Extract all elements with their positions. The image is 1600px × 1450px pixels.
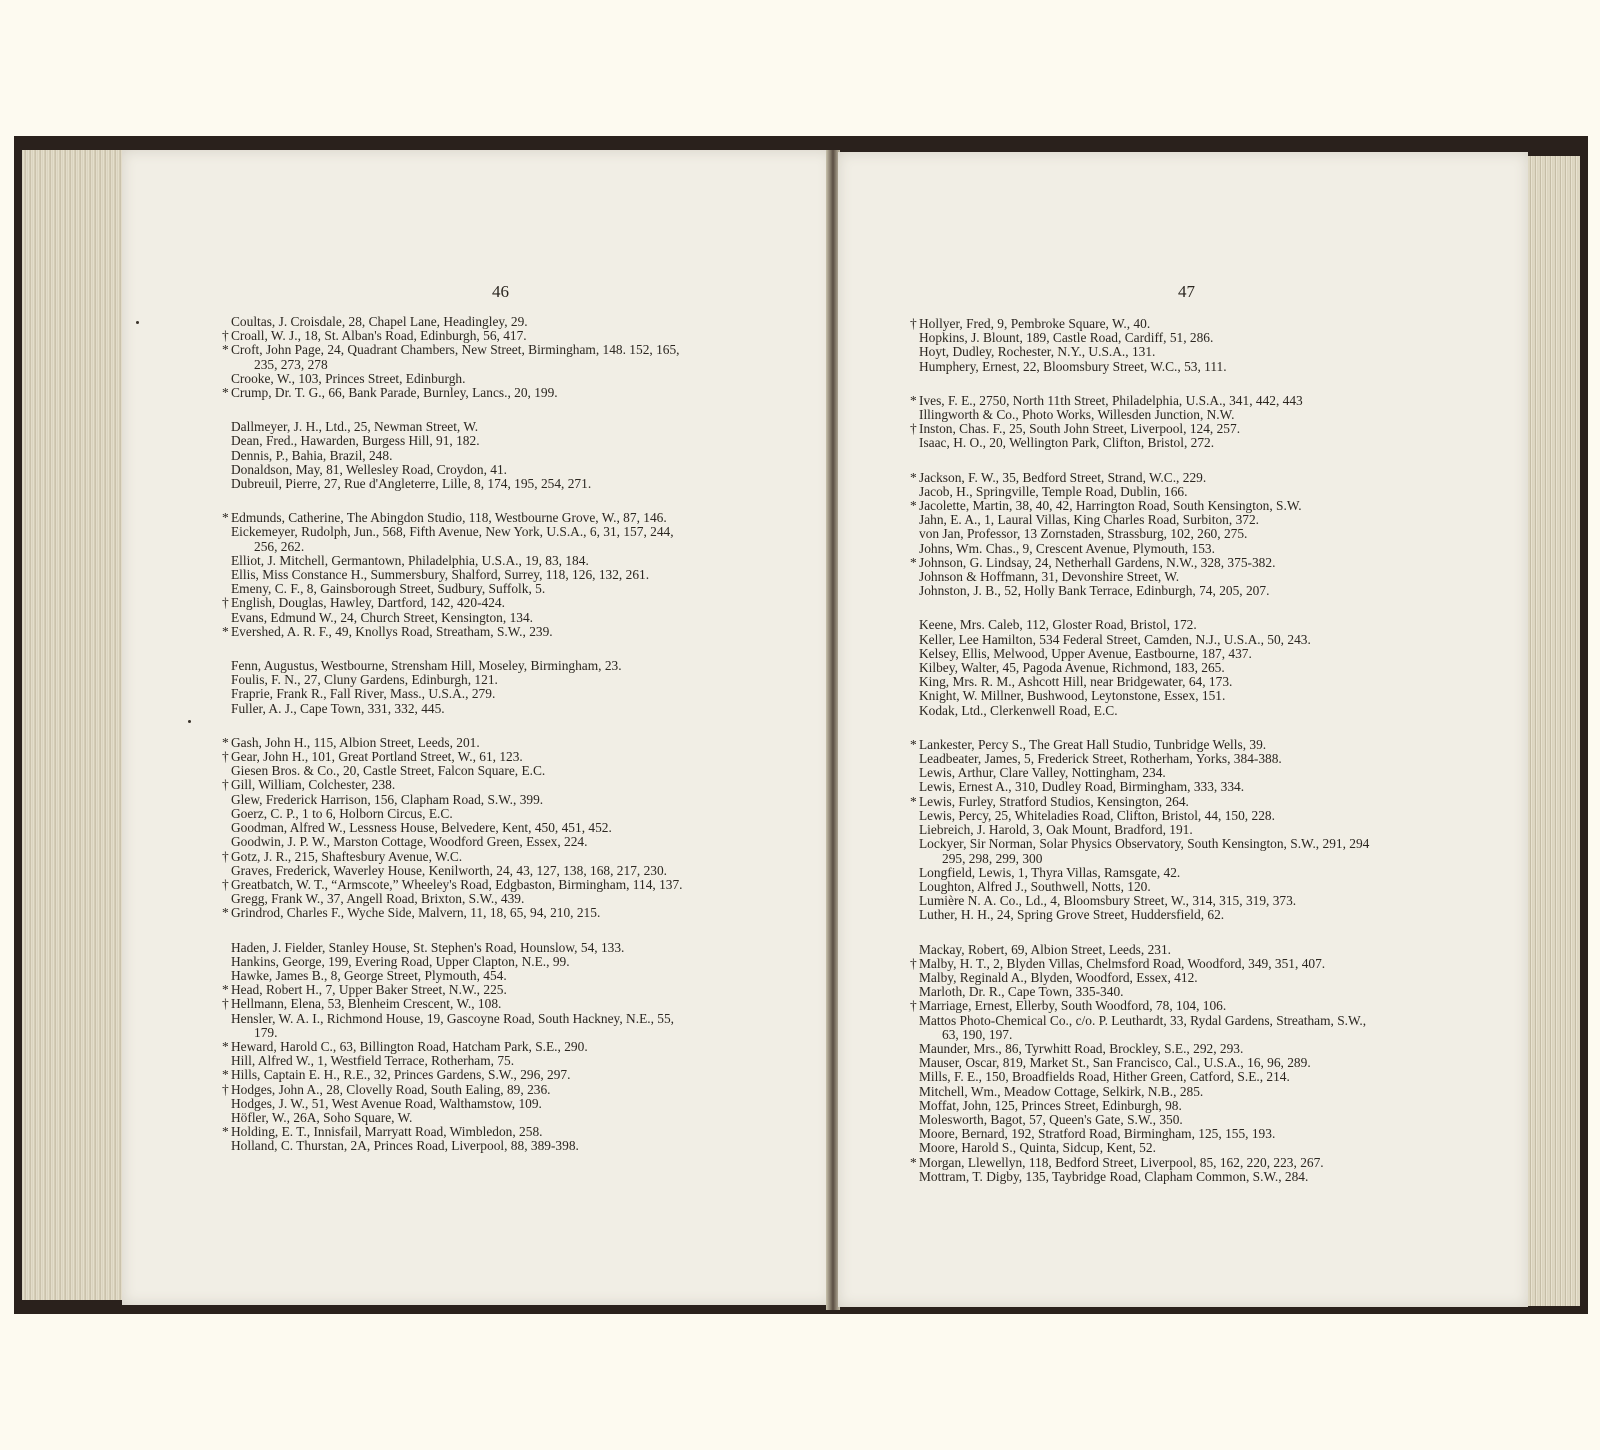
index-entry bbox=[222, 1125, 782, 1139]
index-entry bbox=[910, 704, 1490, 718]
entry-mark: † bbox=[222, 997, 229, 1012]
entry-text: Ives, F. E., 2750, North 11th Street, Philadelphia, U.S.A., 341, 442, 443 bbox=[919, 393, 1303, 408]
entry-mark: † bbox=[910, 956, 917, 971]
entry-text: Mauser, Oscar, 819, Market St., San Francisco, Cal., U.S.A., 16, 96, 289. bbox=[919, 1056, 1311, 1071]
entry-text: Dennis, P., Bahia, Brazil, 248. bbox=[231, 448, 393, 463]
index-entry bbox=[910, 985, 1490, 999]
index-entry bbox=[222, 1054, 782, 1068]
entry-continuation: 256, 262. bbox=[254, 538, 305, 554]
entry-mark: † bbox=[222, 329, 229, 344]
index-entry bbox=[222, 568, 782, 582]
index-entry bbox=[222, 525, 782, 539]
index-entry bbox=[222, 892, 782, 906]
entry-text: Jahn, E. A., 1, Laural Villas, King Charles Road, Surbiton, 372. bbox=[919, 513, 1260, 528]
entry-mark: † bbox=[222, 877, 229, 892]
entry-text: Kilbey, Walter, 45, Pagoda Avenue, Richmond, 183, 265. bbox=[919, 661, 1225, 676]
entry-text: Holding, E. T., Innisfail, Marryatt Road, Wimbledon, 258. bbox=[231, 1125, 543, 1140]
entry-text: Gill, William, Colchester, 238. bbox=[231, 778, 396, 793]
index-entry bbox=[910, 1156, 1490, 1170]
entry-text: Maunder, Mrs., 86, Tyrwhitt Road, Brockley, S.E., 292, 293. bbox=[919, 1041, 1244, 1056]
index-entry bbox=[910, 542, 1490, 556]
entry-text: Jacolette, Martin, 38, 40, 42, Harrington Road, South Kensington, S.W. bbox=[919, 499, 1302, 514]
index-entry bbox=[222, 687, 782, 701]
entry-group bbox=[910, 618, 1490, 717]
entry-text: Eickemeyer, Rudolph, Jun., 568, Fifth Avenue, New York, U.S.A., 6, 31, 157, 244, bbox=[231, 525, 674, 540]
index-entry bbox=[222, 941, 782, 955]
entry-group bbox=[910, 394, 1490, 451]
entry-group bbox=[910, 317, 1490, 374]
entry-text: Lewis, Ernest A., 310, Dudley Road, Birmingham, 333, 334. bbox=[919, 780, 1245, 795]
entry-mark: * bbox=[222, 511, 229, 526]
index-entry bbox=[222, 611, 782, 625]
entry-text: Longfield, Lewis, 1, Thyra Villas, Ramsgate, 42. bbox=[919, 865, 1181, 880]
entry-text: Coultas, J. Croisdale, 28, Chapel Lane, Headingley, 29. bbox=[231, 315, 528, 329]
entry-mark: * bbox=[222, 386, 229, 401]
right-page bbox=[838, 152, 1528, 1307]
entry-mark: * bbox=[910, 393, 917, 408]
entry-text: Kodak, Ltd., Clerkenwell Road, E.C. bbox=[919, 703, 1118, 718]
entry-text: Evans, Edmund W., 24, Church Street, Kensington, 134. bbox=[231, 610, 534, 625]
index-entry bbox=[910, 345, 1490, 359]
entry-text: Humphery, Ernest, 22, Bloomsbury Street, W.C., 53, 111. bbox=[919, 359, 1227, 374]
index-entry bbox=[222, 793, 782, 807]
index-entry bbox=[222, 463, 782, 477]
entry-text: Gotz, J. R., 215, Shaftesbury Avenue, W.C. bbox=[231, 849, 463, 864]
index-entry bbox=[910, 943, 1490, 957]
index-entry bbox=[222, 315, 782, 329]
index-entry bbox=[222, 750, 782, 764]
entry-mark: * bbox=[910, 555, 917, 570]
index-entries bbox=[910, 317, 1490, 1204]
index-entry bbox=[222, 596, 782, 610]
entry-text: Mills, F. E., 150, Broadfields Road, Hither Green, Catford, S.E., 214. bbox=[919, 1070, 1290, 1085]
entry-text: Mottram, T. Digby, 135, Taybridge Road, Clapham Common, S.W., 284. bbox=[919, 1169, 1309, 1184]
index-entry bbox=[910, 908, 1490, 922]
entry-text: Haden, J. Fielder, Stanley House, St. Stephen's Road, Hounslow, 54, 133. bbox=[231, 940, 625, 955]
entry-text: Hoyt, Dudley, Rochester, N.Y., U.S.A., 131. bbox=[919, 345, 1156, 360]
entry-continuation: 179. bbox=[254, 1024, 278, 1040]
index-entry bbox=[910, 866, 1490, 880]
index-entry bbox=[910, 780, 1490, 794]
index-entry bbox=[910, 584, 1490, 598]
index-entry bbox=[910, 1170, 1490, 1184]
entry-text: Malby, H. T., 2, Blyden Villas, Chelmsford Road, Woodford, 349, 351, 407. bbox=[919, 956, 1326, 971]
entry-mark: † bbox=[910, 317, 917, 331]
entry-text: Morgan, Llewellyn, 118, Bedford Street, Liverpool, 85, 162, 220, 223, 267. bbox=[919, 1155, 1324, 1170]
entry-text: Moore, Bernard, 192, Stratford Road, Birmingham, 125, 155, 193. bbox=[919, 1127, 1276, 1142]
entry-text: Fuller, A. J., Cape Town, 331, 332, 445. bbox=[231, 701, 445, 716]
entry-text: Lewis, Percy, 25, Whiteladies Road, Clifton, Bristol, 44, 150, 228. bbox=[919, 808, 1275, 823]
index-entry bbox=[910, 766, 1490, 780]
index-entry bbox=[910, 408, 1490, 422]
index-entry bbox=[222, 386, 782, 400]
index-entry bbox=[222, 372, 782, 386]
index-entry bbox=[222, 764, 782, 778]
index-entry bbox=[222, 807, 782, 821]
index-entry bbox=[910, 880, 1490, 894]
index-entry bbox=[222, 955, 782, 969]
entry-text: Elliot, J. Mitchell, Germantown, Philadelphia, U.S.A., 19, 83, 184. bbox=[231, 553, 589, 568]
index-entry bbox=[222, 1111, 782, 1125]
index-entry bbox=[910, 661, 1490, 675]
entry-text: Hollyer, Fred, 9, Pembroke Square, W., 40. bbox=[919, 317, 1151, 331]
entry-text: Keene, Mrs. Caleb, 112, Gloster Road, Bristol, 172. bbox=[919, 618, 1197, 633]
index-entry bbox=[910, 971, 1490, 985]
entry-text: Loughton, Alfred J., Southwell, Notts, 120. bbox=[919, 879, 1151, 894]
entry-text: Donaldson, May, 81, Wellesley Road, Croydon, 41. bbox=[231, 462, 508, 477]
entry-mark: * bbox=[222, 983, 229, 998]
entry-text: Head, Robert H., 7, Upper Baker Street, N.W., 225. bbox=[231, 983, 507, 998]
entry-text: Fenn, Augustus, Westbourne, Strensham Hill, Moseley, Birmingham, 23. bbox=[231, 659, 622, 674]
index-entry bbox=[222, 864, 782, 878]
page-number: 46 bbox=[492, 282, 509, 301]
index-entry bbox=[910, 837, 1490, 851]
index-entry bbox=[222, 449, 782, 463]
index-entry bbox=[910, 527, 1490, 541]
index-entry bbox=[222, 420, 782, 434]
index-entry bbox=[222, 997, 782, 1011]
entry-text: Giesen Bros. & Co., 20, Castle Street, Falcon Square, E.C. bbox=[231, 764, 546, 779]
entry-mark: † bbox=[222, 778, 229, 793]
entry-text: Holland, C. Thurstan, 2A, Princes Road, Liverpool, 88, 389-398. bbox=[231, 1139, 579, 1154]
entry-text: Illingworth & Co., Photo Works, Willesden Junction, N.W. bbox=[919, 408, 1235, 423]
index-entry bbox=[910, 999, 1490, 1013]
index-entry bbox=[910, 738, 1490, 752]
index-entry bbox=[222, 1083, 782, 1097]
entry-text: Gear, John H., 101, Great Portland Street, W., 61, 123. bbox=[231, 750, 523, 765]
index-entry bbox=[910, 331, 1490, 345]
index-entry bbox=[910, 633, 1490, 647]
index-entry bbox=[910, 1070, 1490, 1084]
entry-text: Croft, John Page, 24, Quadrant Chambers, New Street, Birmingham, 148. 152, 165, bbox=[231, 343, 680, 358]
entry-text: Knight, W. Millner, Bushwood, Leytonstone, Essex, 151. bbox=[919, 689, 1226, 704]
index-entry bbox=[222, 1012, 782, 1026]
entry-text: Goodman, Alfred W., Lessness House, Belvedere, Kent, 450, 451, 452. bbox=[231, 821, 612, 836]
index-entry bbox=[222, 778, 782, 792]
entry-text: Croall, W. J., 18, St. Alban's Road, Edinburgh, 56, 417. bbox=[231, 329, 527, 344]
entry-text: King, Mrs. R. M., Ashcott Hill, near Bridgewater, 64, 173. bbox=[919, 675, 1233, 690]
entry-text: Hodges, J. W., 51, West Avenue Road, Walthamstow, 109. bbox=[231, 1096, 542, 1111]
entry-group bbox=[222, 941, 782, 1154]
entry-mark: * bbox=[910, 499, 917, 514]
index-entry bbox=[222, 1139, 782, 1153]
index-entry bbox=[222, 434, 782, 448]
entry-text: Foulis, F. N., 27, Cluny Gardens, Edinburgh, 121. bbox=[231, 673, 498, 688]
entry-group bbox=[222, 736, 782, 921]
entry-text: Malby, Reginald A., Blyden, Woodford, Essex, 412. bbox=[919, 970, 1198, 985]
index-entry bbox=[222, 736, 782, 750]
entry-text: Lockyer, Sir Norman, Solar Physics Observatory, South Kensington, S.W., 291, 294 bbox=[919, 837, 1370, 852]
entry-text: Inston, Chas. F., 25, South John Street, Liverpool, 124, 257. bbox=[919, 422, 1241, 437]
index-entry bbox=[910, 795, 1490, 809]
entry-mark: * bbox=[222, 1125, 229, 1140]
index-entry bbox=[910, 647, 1490, 661]
entry-text: Gregg, Frank W., 37, Angell Road, Brixton, S.W., 439. bbox=[231, 892, 525, 907]
index-entry bbox=[910, 1085, 1490, 1099]
index-entry bbox=[222, 850, 782, 864]
entry-mark: † bbox=[222, 750, 229, 765]
index-entry bbox=[222, 511, 782, 525]
entry-text: Jackson, F. W., 35, Bedford Street, Strand, W.C., 229. bbox=[919, 470, 1207, 485]
index-entry bbox=[910, 485, 1490, 499]
index-entry bbox=[222, 983, 782, 997]
entry-group bbox=[910, 471, 1490, 599]
entry-text: Graves, Frederick, Waverley House, Kenilworth, 24, 43, 127, 138, 168, 217, 230. bbox=[231, 863, 668, 878]
index-entry bbox=[910, 1099, 1490, 1113]
entry-text: Crooke, W., 103, Princes Street, Edinburgh. bbox=[231, 371, 466, 386]
entry-text: Höfler, W., 26A, Soho Square, W. bbox=[231, 1110, 413, 1125]
entry-text: Marloth, Dr. R., Cape Town, 335-340. bbox=[919, 985, 1124, 1000]
index-entry bbox=[910, 360, 1490, 374]
entry-text: Glew, Frederick Harrison, 156, Clapham Road, S.W., 399. bbox=[231, 792, 544, 807]
entry-mark: † bbox=[222, 849, 229, 864]
index-entry bbox=[222, 329, 782, 343]
entry-text: Heward, Harold C., 63, Billington Road, Hatcham Park, S.E., 290. bbox=[231, 1039, 588, 1054]
print-speck bbox=[136, 321, 139, 324]
entry-text: Moore, Harold S., Quinta, Sidcup, Kent, 52. bbox=[919, 1141, 1156, 1156]
index-entry bbox=[910, 436, 1490, 450]
entry-text: Crump, Dr. T. G., 66, Bank Parade, Burnley, Lancs., 20, 199. bbox=[231, 386, 558, 401]
index-entry bbox=[910, 422, 1490, 436]
entry-text: Lewis, Furley, Stratford Studios, Kensington, 264. bbox=[919, 794, 1189, 809]
index-entry bbox=[222, 343, 782, 357]
entry-mark: † bbox=[910, 999, 917, 1014]
entry-text: von Jan, Professor, 13 Zornstaden, Strassburg, 102, 260, 275. bbox=[919, 527, 1248, 542]
index-entry bbox=[910, 894, 1490, 908]
entry-text: Hensler, W. A. I., Richmond House, 19, Gascoyne Road, South Hackney, N.E., 55, bbox=[231, 1011, 675, 1026]
entry-mark: * bbox=[222, 343, 229, 358]
index-entry bbox=[222, 582, 782, 596]
print-speck bbox=[188, 720, 191, 723]
index-entry bbox=[910, 1056, 1490, 1070]
entry-text: Hodges, John A., 28, Clovelly Road, South Ealing, 89, 236. bbox=[231, 1082, 551, 1097]
index-entry bbox=[222, 821, 782, 835]
entry-mark: * bbox=[222, 624, 229, 639]
entry-text: Goodwin, J. P. W., Marston Cottage, Woodford Green, Essex, 224. bbox=[231, 835, 588, 850]
entry-text: Isaac, H. O., 20, Wellington Park, Clifton, Bristol, 272. bbox=[919, 436, 1215, 451]
index-entry bbox=[910, 1014, 1490, 1028]
index-entry bbox=[910, 1127, 1490, 1141]
entry-text: Mitchell, Wm., Meadow Cottage, Selkirk, N.B., 285. bbox=[919, 1084, 1204, 1099]
entry-group bbox=[222, 420, 782, 491]
entry-mark: * bbox=[222, 735, 229, 750]
page-number: 47 bbox=[1178, 282, 1195, 301]
entry-group bbox=[222, 315, 782, 400]
index-entry bbox=[222, 659, 782, 673]
entry-text: Grindrod, Charles F., Wyche Side, Malvern, 11, 18, 65, 94, 210, 215. bbox=[231, 906, 601, 921]
entry-text: Ellis, Miss Constance H., Summersbury, Shalford, Surrey, 118, 126, 132, 261. bbox=[231, 568, 650, 583]
index-entry bbox=[910, 513, 1490, 527]
entry-text: Hill, Alfred W., 1, Westfield Terrace, Rotherham, 75. bbox=[231, 1054, 515, 1069]
entry-text: Johnston, J. B., 52, Holly Bank Terrace, Edinburgh, 74, 205, 207. bbox=[919, 584, 1270, 599]
index-entry bbox=[910, 809, 1490, 823]
entry-text: Mackay, Robert, 69, Albion Street, Leeds, 231. bbox=[919, 942, 1172, 957]
entry-mark: † bbox=[222, 596, 229, 611]
index-entry bbox=[910, 1141, 1490, 1155]
index-entry bbox=[222, 1040, 782, 1054]
entry-text: Lumière N. A. Co., Ld., 4, Bloomsbury Street, W., 314, 315, 319, 373. bbox=[919, 894, 1297, 909]
index-entry bbox=[910, 823, 1490, 837]
entry-text: Lewis, Arthur, Clare Valley, Nottingham, 234. bbox=[919, 766, 1166, 781]
index-entry bbox=[910, 752, 1490, 766]
entry-mark: † bbox=[222, 1082, 229, 1097]
left-page-edges bbox=[22, 150, 130, 1300]
entry-mark: * bbox=[222, 1068, 229, 1083]
entry-text: Hellmann, Elena, 53, Blenheim Crescent, W., 108. bbox=[231, 997, 502, 1012]
entry-continuation: 235, 273, 278 bbox=[254, 356, 328, 372]
index-entry bbox=[910, 499, 1490, 513]
index-entry bbox=[222, 969, 782, 983]
entry-text: Leadbeater, James, 5, Frederick Street, Rotherham, Yorks, 384-388. bbox=[919, 752, 1282, 767]
entry-group bbox=[910, 738, 1490, 923]
entry-text: Greatbatch, W. T., “Armscote,” Wheeley's Road, Edgbaston, Birmingham, 114, 137. bbox=[231, 877, 683, 892]
entry-text: Kelsey, Ellis, Melwood, Upper Avenue, Eastbourne, 187, 437. bbox=[919, 646, 1252, 661]
index-entry bbox=[222, 1097, 782, 1111]
index-entry bbox=[910, 618, 1490, 632]
entry-text: Dubreuil, Pierre, 27, Rue d'Angleterre, Lille, 8, 174, 195, 254, 271. bbox=[231, 477, 592, 492]
index-entry bbox=[910, 1042, 1490, 1056]
entry-mark: * bbox=[910, 737, 917, 752]
entry-text: Marriage, Ernest, Ellerby, South Woodford, 78, 104, 106. bbox=[919, 999, 1227, 1014]
entry-mark: * bbox=[222, 906, 229, 921]
index-entry bbox=[910, 957, 1490, 971]
index-entries bbox=[222, 315, 782, 1174]
entry-continuation: 295, 298, 299, 300 bbox=[942, 850, 1043, 866]
index-entry bbox=[910, 317, 1490, 331]
entry-text: Hawke, James B., 8, George Street, Plymouth, 454. bbox=[231, 968, 507, 983]
entry-text: Luther, H. H., 24, Spring Grove Street, Huddersfield, 62. bbox=[919, 908, 1225, 923]
entry-mark: * bbox=[910, 470, 917, 485]
entry-group bbox=[222, 511, 782, 639]
entry-continuation: 63, 190, 197. bbox=[942, 1026, 1013, 1042]
entry-text: Jacob, H., Springville, Temple Road, Dublin, 166. bbox=[919, 484, 1188, 499]
entry-text: Fraprie, Frank R., Fall River, Mass., U.S.A., 279. bbox=[231, 687, 496, 702]
entry-text: Dallmeyer, J. H., Ltd., 25, Newman Street, W. bbox=[231, 420, 479, 435]
entry-text: Emeny, C. F., 8, Gainsborough Street, Sudbury, Suffolk, 5. bbox=[231, 582, 546, 597]
index-entry bbox=[222, 1068, 782, 1082]
index-entry bbox=[910, 471, 1490, 485]
entry-mark: * bbox=[910, 794, 917, 809]
entry-text: Keller, Lee Hamilton, 534 Federal Street, Camden, N.J., U.S.A., 50, 243. bbox=[919, 632, 1311, 647]
entry-text: Lankester, Percy S., The Great Hall Studio, Tunbridge Wells, 39. bbox=[919, 737, 1267, 752]
entry-text: Hills, Captain E. H., R.E., 32, Princes Gardens, S.W., 296, 297. bbox=[231, 1068, 571, 1083]
index-entry bbox=[222, 673, 782, 687]
index-entry bbox=[222, 625, 782, 639]
entry-mark: † bbox=[910, 422, 917, 437]
index-entry bbox=[222, 554, 782, 568]
entry-text: Gash, John H., 115, Albion Street, Leeds, 201. bbox=[231, 735, 480, 750]
entry-text: Moffat, John, 125, Princes Street, Edinburgh, 98. bbox=[919, 1098, 1182, 1113]
index-entry bbox=[222, 702, 782, 716]
entry-group bbox=[910, 943, 1490, 1184]
index-entry bbox=[910, 675, 1490, 689]
entry-text: Evershed, A. R. F., 49, Knollys Road, Streatham, S.W., 239. bbox=[231, 624, 553, 639]
index-entry bbox=[222, 906, 782, 920]
entry-mark: * bbox=[222, 1039, 229, 1054]
index-entry bbox=[910, 1113, 1490, 1127]
entry-text: Mattos Photo-Chemical Co., c/o. P. Leuthardt, 33, Rydal Gardens, Streatham, S.W., bbox=[919, 1013, 1367, 1028]
index-entry bbox=[222, 878, 782, 892]
index-entry bbox=[222, 835, 782, 849]
entry-text: Dean, Fred., Hawarden, Burgess Hill, 91, 182. bbox=[231, 434, 480, 449]
entry-text: Hankins, George, 199, Evering Road, Upper Clapton, N.E., 99. bbox=[231, 954, 570, 969]
entry-text: Johnson & Hoffmann, 31, Devonshire Street, W. bbox=[919, 570, 1180, 585]
entry-text: Hopkins, J. Blount, 189, Castle Road, Cardiff, 51, 286. bbox=[919, 331, 1214, 346]
index-entry bbox=[910, 570, 1490, 584]
index-entry bbox=[222, 477, 782, 491]
entry-text: Liebreich, J. Harold, 3, Oak Mount, Bradford, 191. bbox=[919, 823, 1193, 838]
entry-text: Johns, Wm. Chas., 9, Crescent Avenue, Plymouth, 153. bbox=[919, 541, 1215, 556]
entry-text: Goerz, C. P., 1 to 6, Holborn Circus, E.C. bbox=[231, 806, 453, 821]
entry-text: Edmunds, Catherine, The Abingdon Studio, 118, Westbourne Grove, W., 87, 146. bbox=[231, 511, 667, 526]
entry-text: English, Douglas, Hawley, Dartford, 142, 420-424. bbox=[231, 596, 505, 611]
left-page bbox=[122, 150, 832, 1305]
entry-mark: * bbox=[910, 1155, 917, 1170]
index-entry bbox=[910, 394, 1490, 408]
index-entry bbox=[910, 689, 1490, 703]
entry-text: Molesworth, Bagot, 57, Queen's Gate, S.W., 350. bbox=[919, 1112, 1183, 1127]
entry-group bbox=[222, 659, 782, 716]
index-entry bbox=[910, 556, 1490, 570]
entry-text: Johnson, G. Lindsay, 24, Netherhall Gardens, N.W., 328, 375-382. bbox=[919, 555, 1276, 570]
